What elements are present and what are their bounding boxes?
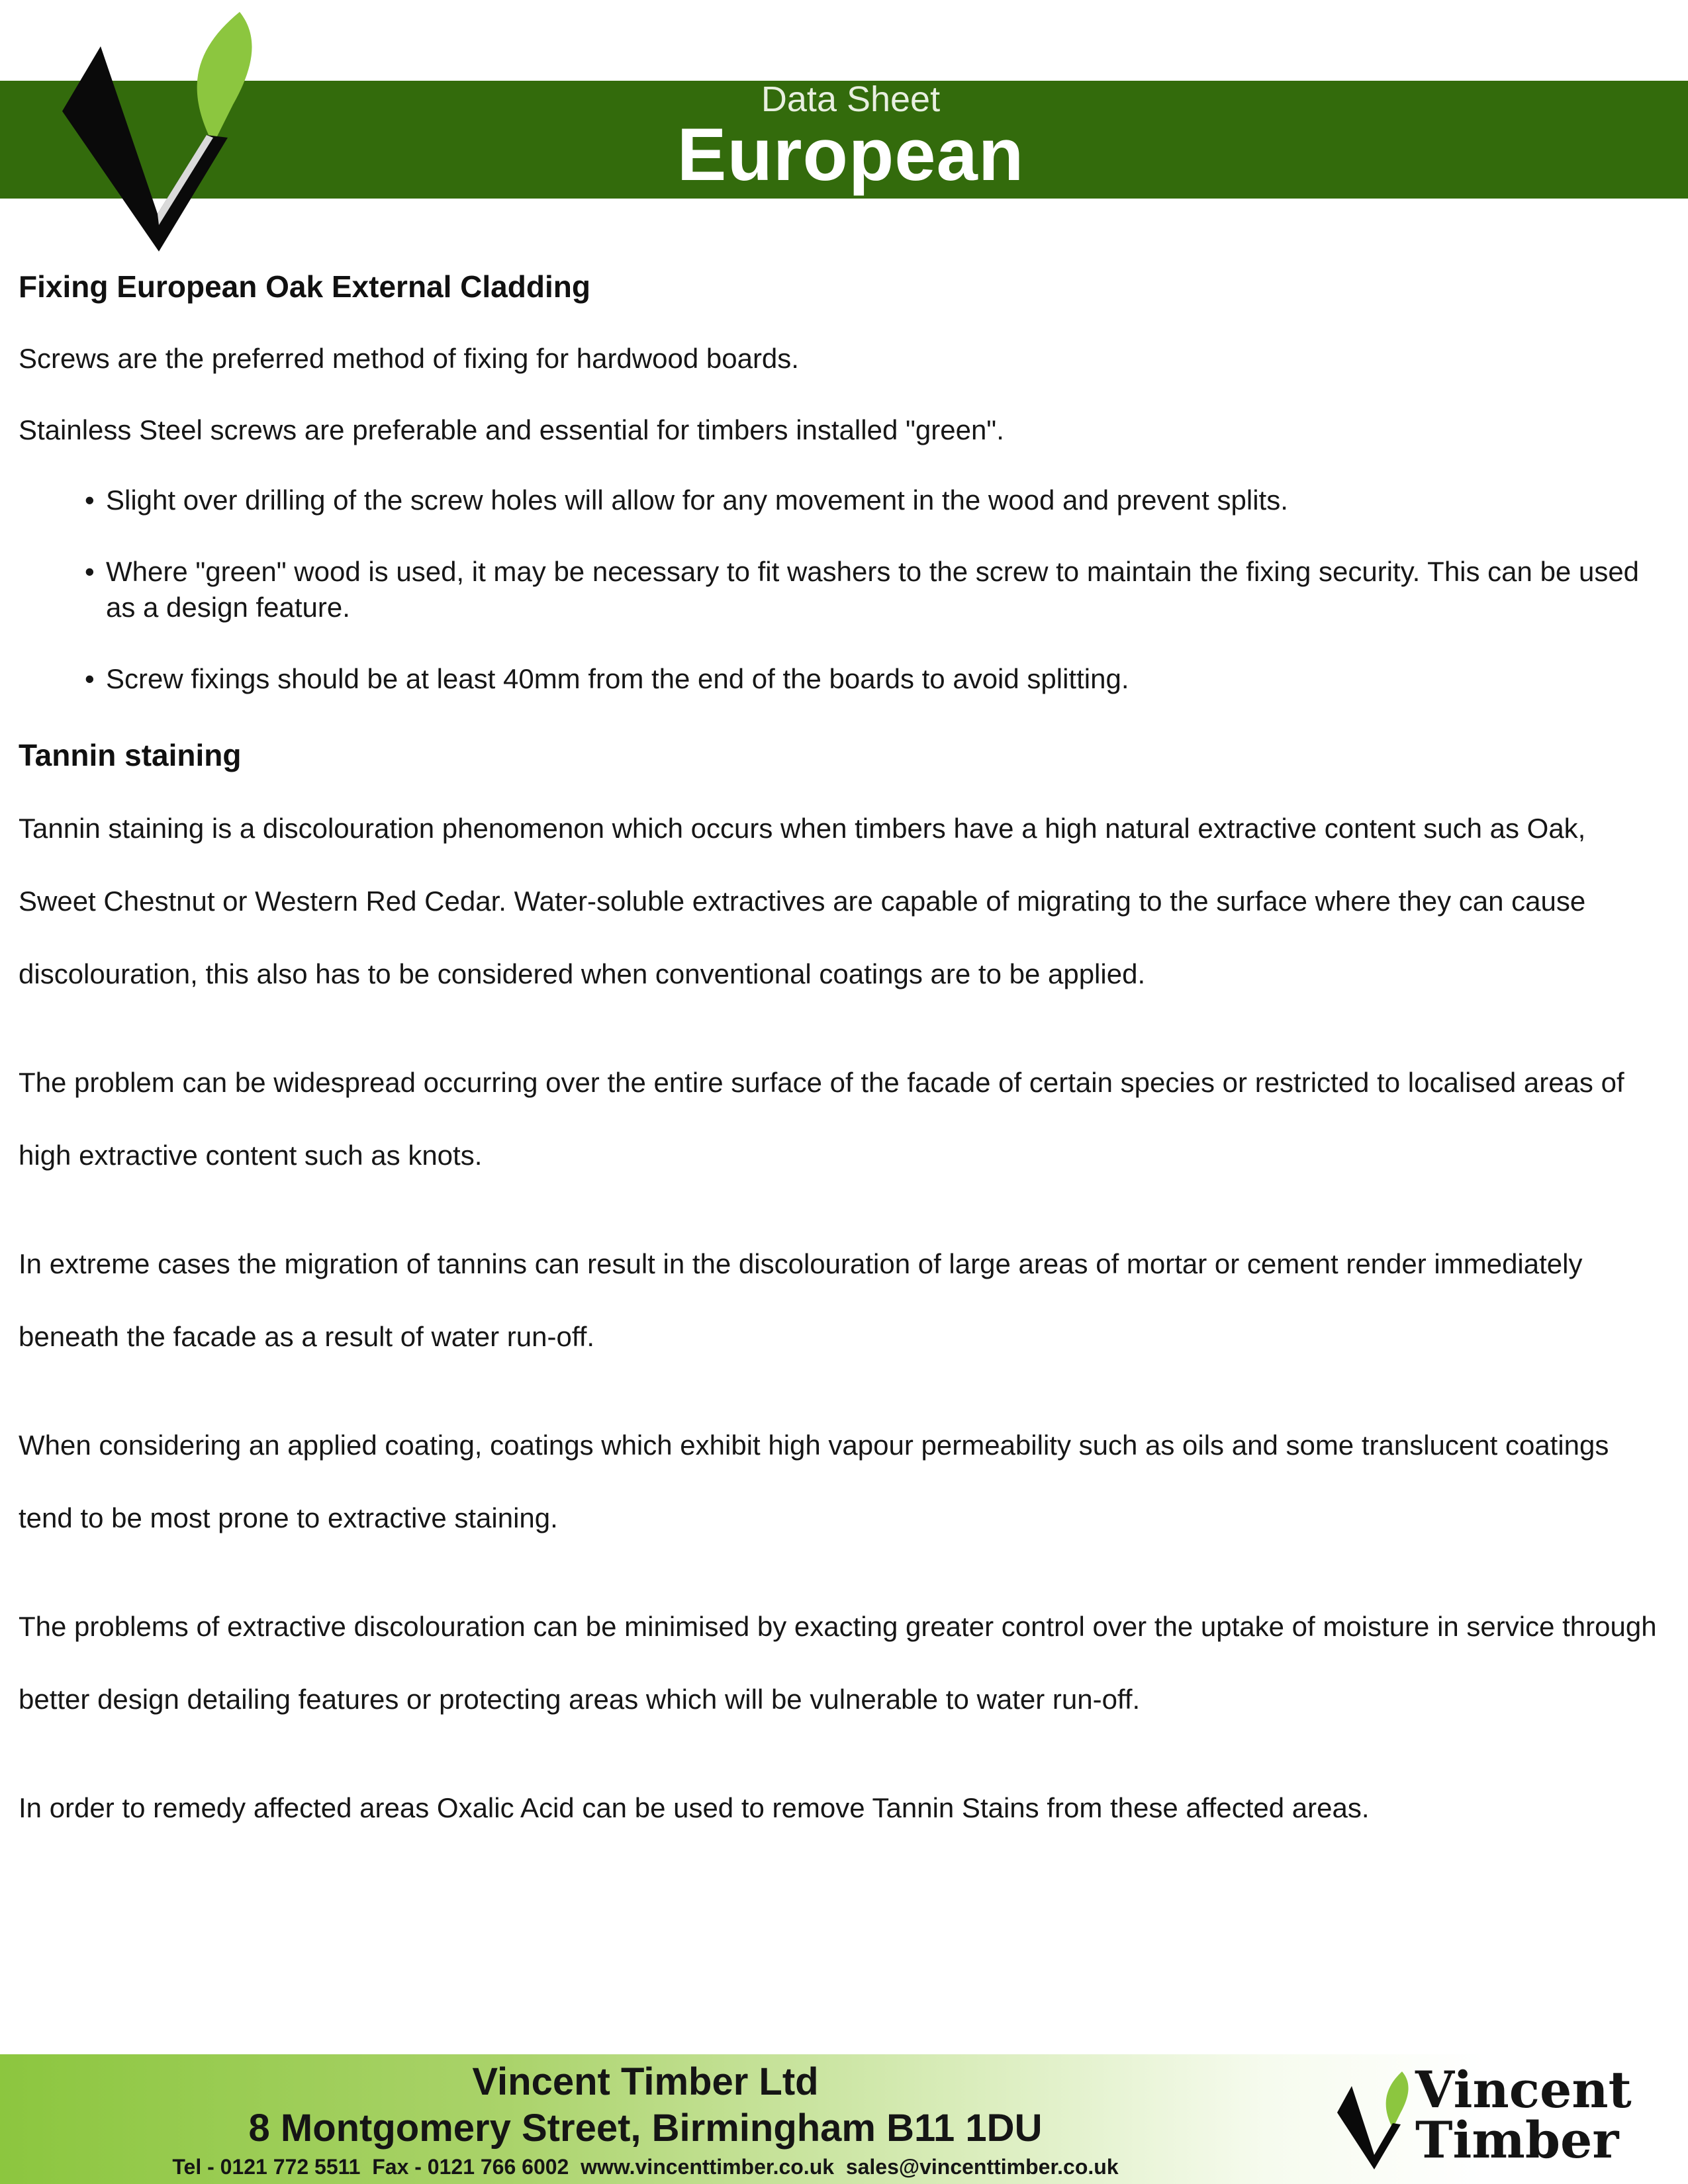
list-item-text: Screw fixings should be at least 40mm from the end of the boards to avoid splitting.: [106, 663, 1129, 694]
bullet-icon: •: [85, 484, 95, 516]
list-item: [85, 482, 1667, 518]
logo-green-leaf: [197, 12, 252, 144]
bullet-icon: •: [85, 663, 95, 694]
section-heading-fixing: Fixing European Oak External Cladding: [19, 269, 590, 304]
paragraph: The problem can be widespread occurring over the entire surface of the facade of certain species or restricted to localised areas of high extractive content such as knots.: [19, 1067, 1624, 1171]
footer-logo-line2: Timber: [1415, 2111, 1619, 2169]
list-item: [85, 661, 1667, 697]
paragraph: When considering an applied coating, coatings which exhibit high vapour permeability such as oils and some translucent coatings tend to be most prone to extractive staining.: [19, 1430, 1609, 1533]
paragraph: Stainless Steel screws are preferable and essential for timbers installed "green".: [19, 414, 1004, 445]
bullet-list: [19, 482, 1667, 697]
bullet-icon: •: [85, 556, 95, 587]
footer-logo-wordmark: [1415, 2060, 1632, 2169]
page-title: European Oak: [677, 113, 1025, 278]
footer-logo: [1337, 2060, 1632, 2177]
footer-contact-details: Tel - 0121 772 5511 Fax - 0121 766 6002 www.vincenttimber.co.uk sales@vincenttimber.co.uk: [172, 2155, 1119, 2179]
section-heading-tannin: Tannin staining: [19, 738, 242, 772]
list-item-text: Slight over drilling of the screw holes will allow for any movement in the wood and prevent splits.: [106, 484, 1288, 516]
paragraph: Tannin staining is a discolouration phenomenon which occurs when timbers have a high natural extractive content such as Oak, Sweet Chestnut or Western Red Cedar. Water-soluble extractives are capable of migrating to the surface where they can cause discolouration, this also has to be considered when conventional coatings are to be applied.: [19, 813, 1586, 989]
footer-logo-icon: [1337, 2071, 1423, 2171]
paragraph: In extreme cases the migration of tannins can result in the discolouration of large areas of mortar or cement render immediately beneath the facade as a result of water run-off.: [19, 1248, 1583, 1352]
footer-logo-line1: Vincent: [1415, 2060, 1632, 2119]
tannin-paragraphs: [19, 792, 1667, 1844]
footer-address: 8 Montgomery Street, Birmingham B11 1DU: [248, 2107, 1043, 2150]
paragraph: The problems of extractive discolouration can be minimised by exacting greater control over the uptake of moisture in service through better design detailing features or protecting areas which will be vulnerable to water run-off.: [19, 1611, 1657, 1715]
footer-company-name: Vincent Timber Ltd: [472, 2060, 819, 2103]
document-body: [19, 268, 1667, 1844]
list-item: [85, 554, 1667, 625]
header-subtitle: Data Sheet: [761, 79, 941, 119]
paragraph: Screws are the preferred method of fixing for hardwood boards.: [19, 343, 799, 374]
paragraph: In order to remedy affected areas Oxalic Acid can be used to remove Tannin Stains from these affected areas.: [19, 1792, 1370, 1823]
list-item-text: Where "green" wood is used, it may be necessary to fit washers to the screw to maintain the fixing security. This can be used as a design feature.: [106, 556, 1640, 623]
vincent-timber-logo-icon: [60, 12, 298, 257]
